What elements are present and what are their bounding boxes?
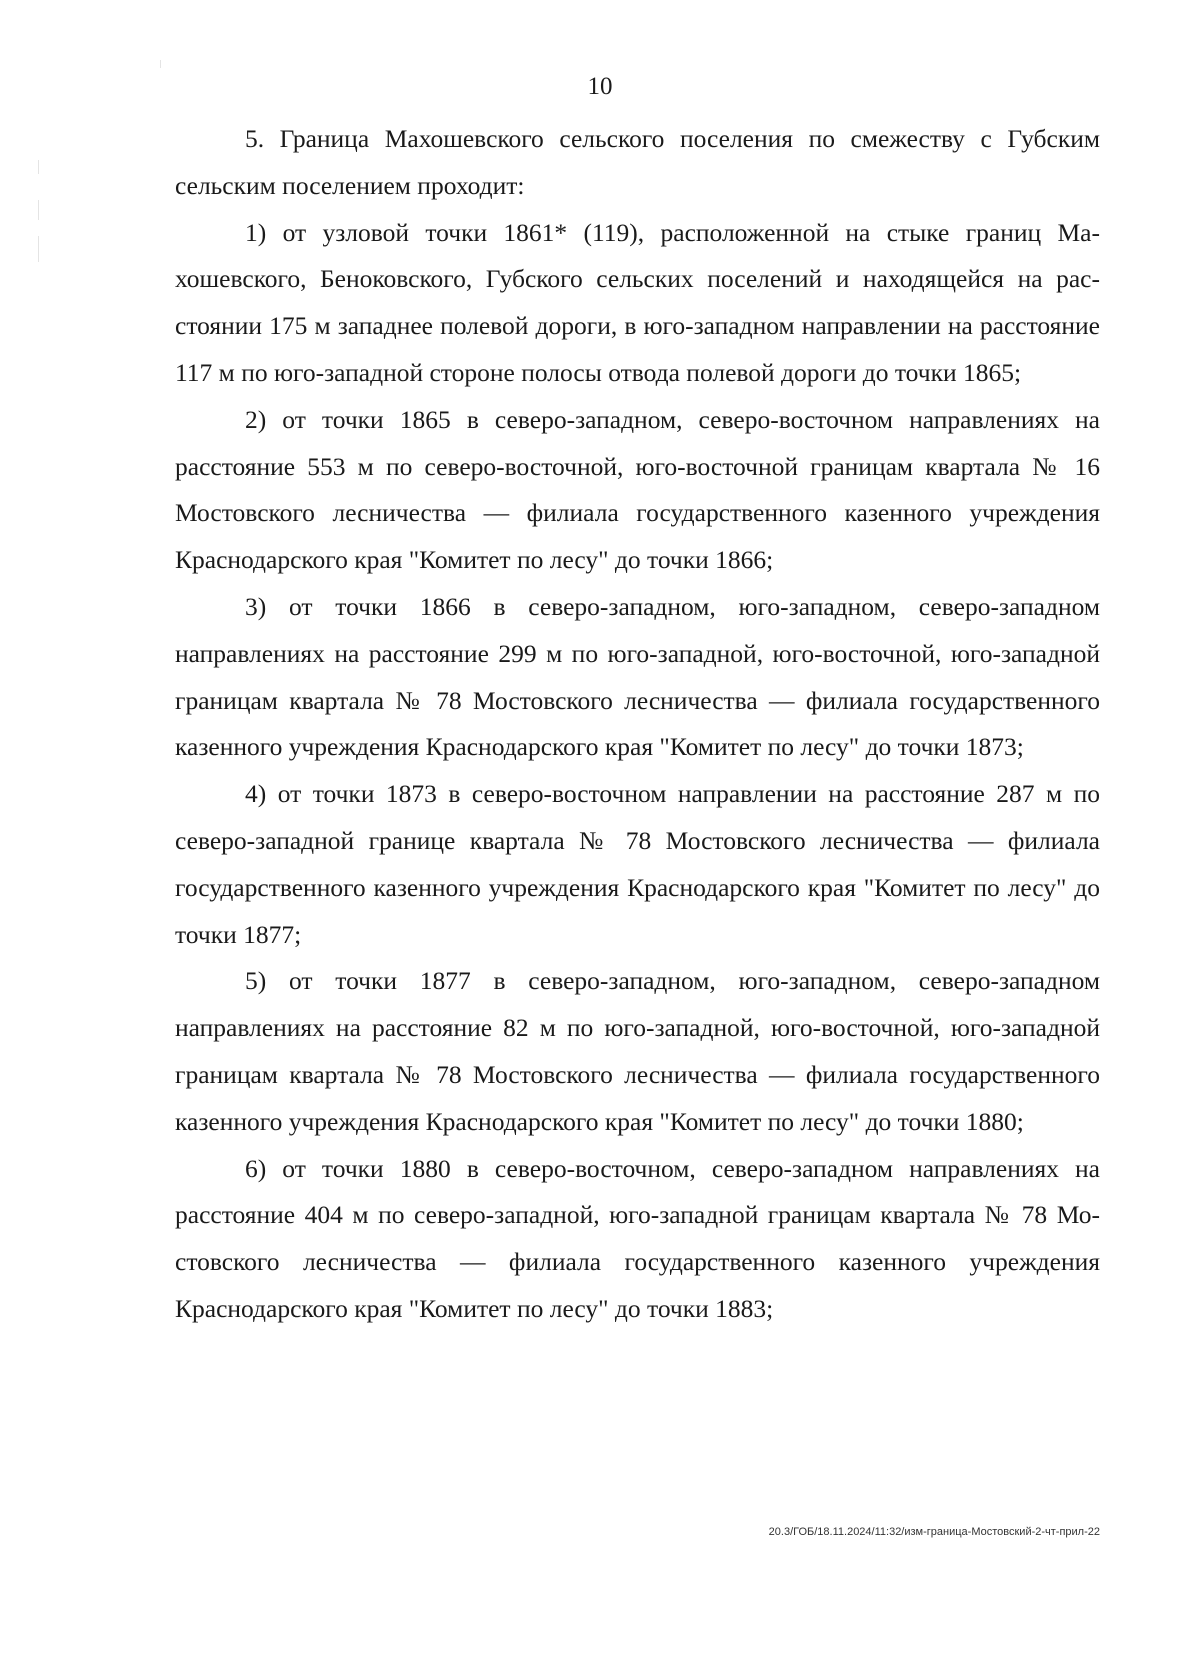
page-number: 10	[587, 73, 613, 100]
scan-artifact	[38, 236, 39, 262]
boundary-item-4: 4) от точки 1873 в северо-восточном направлении на расстояние 287 м по северо-западной границе квартала № 78 Мостовского лесничества — филиала государственного казенного учреждения Краснодарского края "Комитет по лесу" до точки 1877;	[175, 779, 1100, 949]
boundary-item-3: 3) от точки 1866 в северо-западном, юго-западном, северо-западном направлениях на расстояние 299 м по юго-западной, юго-восточной, юго-западной границам квартала № 78 Мостовского лесничества — филиала государственного казенного учреждения Краснодарского края "Комитет по лесу" до точки 1873;	[175, 591, 1100, 762]
document-footer-stamp: 20.3/ГОБ/18.11.2024/11:32/изм-граница-Мостовский-2-чт-прил-22	[768, 1526, 1100, 1538]
boundary-item-5: 5) от точки 1877 в северо-западном, юго-западном, северо-западном направлениях на расстояние 82 м по юго-западной, юго-восточной, юго-западной границам квартала № 78 Мостовского лесничества — филиала государственного казенного учреждения Краснодарского края "Комитет по лесу" до точки 1880;	[175, 966, 1100, 1136]
boundary-item-6: 6) от точки 1880 в северо-восточном, северо-западном направлениях на расстояние 404 м по северо-западной, юго-западной границам квартала № 78 Мостовского лесничества — филиала государственного казенного учреждения Краснодарского края "Комитет по лесу" до точки 1883;	[175, 1153, 1100, 1323]
scan-artifact	[38, 200, 39, 220]
section-heading-paragraph: 5. Граница Махошевского сельского поселения по смежеству с Губским сельским поселением проходит:	[175, 124, 1100, 200]
boundary-item-2: 2) от точки 1865 в северо-западном, северо-восточном направлениях на расстояние 553 м по северо-восточной, юго-восточной границам квартала № 16 Мостовского лесничества — филиала государственного казенного учреждения Краснодарского края "Комитет по лесу" до точки 1866;	[175, 404, 1100, 575]
boundary-item-1: 1) от узловой точки 1861* (119), расположенной на стыке границ Махошевского, Беноковского, Губского сельских поселений и находящейся на расстоянии 175 м западнее полевой дороги, в юго-западном направлении на расстояние 117 м по юго-западной стороне полосы отвода полевой дороги до точки 1865;	[175, 217, 1100, 387]
scan-artifact	[38, 160, 39, 174]
document-body	[175, 116, 1100, 1333]
scan-artifact	[160, 60, 161, 68]
